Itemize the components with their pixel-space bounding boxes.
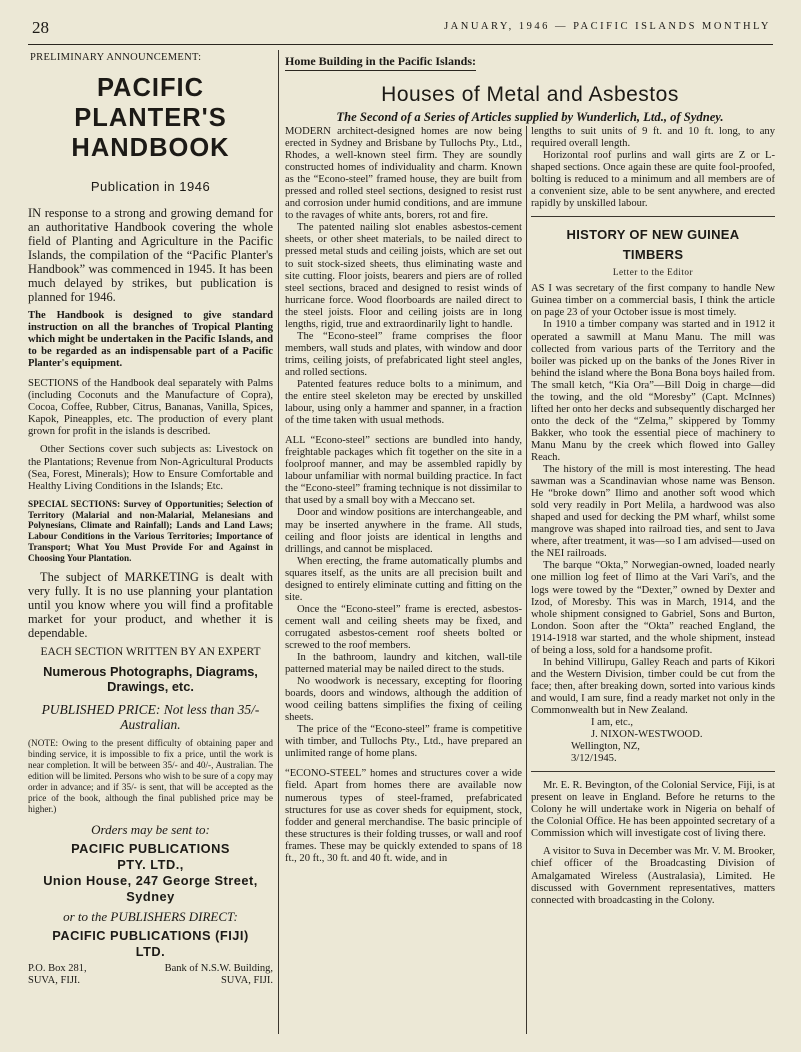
divider bbox=[531, 216, 775, 217]
letter-closing: I am, etc., bbox=[591, 717, 634, 729]
price-note: (NOTE: Owing to the present difficulty of obtaining paper and binding service, it is impossible to fix a price, until the work is near completion. It will be between 35/- and 40/-, Australian. The edition will be limited. Persons who wish to be sure of a copy may order in advance; and if 35/- is sent, that will be accepted as the price of the book, although the final published price may be higher.) bbox=[28, 738, 273, 814]
fiji-publisher-suffix: LTD. bbox=[135, 944, 166, 960]
letter-paragraph: The history of the mill is most interesting. The head sawman was a Scandinavian whose name was Benson. He “broke down” Ilimo and another soft wood which sold very readily in Port Melila, a hardwood was also shaped and used for decking the PM wharf, whilst some mangrove was shaped into railroad ties, and sent to Java where, after treatment, it was—so I am advised—used on the NEI railroads. bbox=[531, 464, 775, 560]
other-sections-paragraph: Other Sections cover such subjects as: Livestock on the Plantations; Revenue from Non-Agricultural Products (Sea, Forest, Minerals); How to Ensure Comfortable and Healthy Living Conditions in the Islands; Etc. bbox=[28, 444, 273, 492]
page-number: 28 bbox=[32, 18, 49, 37]
published-price: PUBLISHED PRICE: Not less than 35/- Australian. bbox=[41, 702, 260, 733]
announcement-label: PRELIMINARY ANNOUNCEMENT: bbox=[30, 52, 202, 63]
article-paragraph: No woodwork is necessary, excepting for flooring boards, doors and windows, although the addition of wood ceiling battens simplifies the fixing of ceiling sheets. bbox=[285, 676, 522, 724]
article-title: Houses of Metal and Asbestos bbox=[381, 83, 679, 106]
marketing-paragraph: The subject of MARKETING is dealt with very fully. It is no use planning your plantation until you know where you will find a profitable market for your product, and whether it is dependable. bbox=[28, 570, 273, 641]
article-paragraph: “ECONO-STEEL” homes and structures cover a wide field. Apart from homes there are available now numerous types of steel-framed, prefabricated structures for use as cover sheds for equipment, stock, fodder and general merchandise. The basic principle of these structures is their folding trusses, or wall and roof frames. These may be quickly extended to spans of 18 ft., 20 ft., 30 ft. and 40 ft. wide, and in bbox=[285, 768, 522, 864]
po-box: P.O. Box 281, bbox=[28, 963, 87, 975]
article-paragraph: When erecting, the frame automatically plumbs and squares itself, as the units are all precision built and designed to entirely eliminate cutting and fitting on the site. bbox=[285, 555, 522, 603]
bank-building: Bank of N.S.W. Building, bbox=[164, 963, 273, 975]
article-paragraph: The price of the “Econo-steel” frame is competitive with timber, and Tullochs Pty., Ltd., have prepared an unlimited range of home plans. bbox=[285, 724, 522, 760]
article-paragraph: The patented nailing slot enables asbestos-cement sheets, or other sheet materials, to be nailed direct to pressed metal studs and ceiling joists, which are set out to suit stock-sized sheets, thus eliminating waste and site cutting. Floor joists, bearers and piers are of rolled steel sections, braced and designed to resist winds of hurricane force. Wood floorboards are nailed direct to the steel joists. Floor and ceiling joists are in long lengths, rigid, true and extraordinarily light to handle. bbox=[285, 222, 522, 330]
letter-paragraph: In 1910 a timber company was started and in 1912 it operated a sawmill at Manu Manu. The mill was collected from various parts of the Territory and the boiler was picked up on the banks of the Jones River in behind the island where the Bona Bona boys hailed from. The small ketch, “Kia Ora”—Bill Doig in charge—did the towing, and the old “Moresby” (Capt. McInnes) lifted her onto her decks and subsequently discharged her onto the deck of the “Zelma,” skippered by Tommy Bakker, who took the essential piece of machinery to Manu Manu by the creek which flowed into Galley Reach. bbox=[531, 319, 775, 463]
intro-paragraph: IN response to a strong and growing demand for an authoritative Handbook covering the whole field of Planting and Agriculture in the Pacific Islands, the compilation of the “Pacific Planter's Handbook” was commenced in 1945. It has been much delayed by strikes, but publication is planned for 1946. bbox=[28, 206, 273, 304]
bank-building-city: SUVA, FIJI. bbox=[220, 975, 273, 987]
article-subtitle: The Second of a Series of Articles supplied by Wunderlich, Ltd., of Sydney. bbox=[336, 110, 724, 124]
sections-paragraph: SECTIONS of the Handbook deal separately with Palms (including Coconuts and the Manufacture of Copra), Cocoa, Coffee, Rubber, Citrus, Bananas, Vanilla, Spices, Kapok, Pineapples, etc. The production of every plant grown for profit in the islands is described. bbox=[28, 378, 273, 438]
publisher-address: Union House, 247 George Street, bbox=[43, 873, 258, 889]
running-title: JANUARY, 1946 — PACIFIC ISLANDS MONTHLY bbox=[444, 21, 771, 32]
letter-paragraph: The barque “Okta,” Norwegian-owned, loaded nearly one million log feet of Ilimo at the Vari Vari's, and the logs were towed by the “Dexter,” owned by Dexter and Izod, of Moresby. This was in March, 1914, and the whole shipment consigned to Gabriel, Sons and Burton, London. Soon after the “Okta” reached England, the 1914-1918 war started, and the whole shipment, instead of being a loss, sold for a handsome profit. bbox=[531, 560, 775, 656]
article-column bbox=[285, 126, 522, 1042]
expert-line: EACH SECTION WRITTEN BY AN EXPERT bbox=[40, 646, 261, 659]
letter-signature: J. NIXON-WESTWOOD. bbox=[591, 729, 703, 741]
news-note: A visitor to Suva in December was Mr. V. M. Brooker, chief officer of the Broadcasting Division of Amalgamated Wireless (Australasia), Limited. He discussed with Government representatives, matters connected with broadcasting in the Colony. bbox=[531, 846, 775, 906]
letter-title-line1: HISTORY OF NEW GUINEA bbox=[566, 227, 740, 243]
letter-place: Wellington, NZ, bbox=[571, 741, 640, 753]
handbook-title-line2: PLANTER'S bbox=[74, 104, 227, 132]
orders-line: Orders may be sent to: bbox=[91, 822, 210, 838]
article-paragraph: lengths to suit units of 9 ft. and 10 ft. long, to any required overall length. bbox=[531, 126, 775, 150]
special-sections-paragraph: SPECIAL SECTIONS: Survey of Opportunities; Selection of Territory (Malarial and non-Malarial, Melanesians and Polynesians, Climate and Rainfall); Lands and Land Laws; Labour Conditions in the Various Territories; Importance of Transport; What You Must Provide For and Against in Choosing Your Plantation. bbox=[28, 498, 273, 564]
letter-paragraph: AS I was secretary of the first company to handle New Guinea timber on a commercial basis, I think the article on page 23 of your October issue is most timely. bbox=[531, 283, 775, 319]
publisher-name: PACIFIC PUBLICATIONS bbox=[71, 841, 230, 857]
divider bbox=[531, 771, 775, 772]
running-header bbox=[30, 18, 771, 40]
handbook-announcement bbox=[28, 52, 273, 1042]
handbook-title-line3: HANDBOOK bbox=[71, 134, 230, 162]
publisher-suffix: PTY. LTD., bbox=[117, 857, 184, 873]
news-note: Mr. E. R. Bevington, of the Colonial Service, Fiji, is at present on leave in England. Before he returns to the Colony he will undertake work in Nigeria on behalf of the Colonial Office. He has been appointed secretary of a Commission which will investigate cost of living there. bbox=[531, 780, 775, 840]
publishers-direct-line: or to the PUBLISHERS DIRECT: bbox=[63, 909, 238, 925]
header-rule bbox=[28, 44, 773, 45]
section-label: Home Building in the Pacific Islands: bbox=[285, 54, 476, 71]
letter-paragraph: In behind Villirupu, Galley Reach and parts of Kikori and the Western Division, timber could be cut from the face; then, after breaking down, sorted into various kinds and would, I am sure, find a ready market not only in the Commonwealth but in New Zealand. bbox=[531, 656, 775, 716]
article-paragraph: MODERN architect-designed homes are now being erected in Sydney and Brisbane by Tullochs Pty., Ltd., Rhodes, a well-known steel firm. They are soundly constructed homes of individuality and charm. Known as the “Econo-steel” framed house, they are built from pressed and rolled steel sections, designed to resist rust and corrosion under humid conditions, and are immune to the ravages of white ants, borers, rot and fire. bbox=[285, 126, 522, 222]
article-paragraph: In the bathroom, laundry and kitchen, wall-tile patterned material may be nailed direct to the studs. bbox=[285, 652, 522, 676]
article-paragraph: ALL “Econo-steel” sections are bundled into handy, freightable packages which fit together on the site in a foolproof manner, and may be assembled rapidly by labour unfamiliar with normal building practice. In fact the “Econo-steel” framing technique is not dissimilar to that used by a small boy with a Meccano set. bbox=[285, 435, 522, 507]
fiji-address-block bbox=[28, 963, 273, 986]
letter-title-line2: TIMBERS bbox=[622, 247, 684, 263]
article-header bbox=[285, 52, 775, 125]
letter-label: Letter to the Editor bbox=[612, 267, 694, 278]
publisher-city: Sydney bbox=[126, 889, 175, 905]
letter-date: 3/12/1945. bbox=[571, 753, 617, 765]
designed-paragraph: The Handbook is designed to give standard instruction on all the branches of Tropical Planting which might be undertaken in the Pacific Islands, and to be regarded as an indispensable part of a Pacific Planter's equipment. bbox=[28, 310, 273, 370]
column-divider bbox=[278, 50, 279, 1034]
column-divider bbox=[526, 126, 527, 1034]
article-paragraph: Once the “Econo-steel” frame is erected, asbestos-cement wall and ceiling sheets may be fixed, and corrugated asbestos-cement roof sheets bolted or screwed to the roof members. bbox=[285, 603, 522, 651]
po-box-city: SUVA, FIJI. bbox=[28, 975, 81, 987]
publication-date: Publication in 1946 bbox=[90, 179, 211, 194]
fiji-publisher-name: PACIFIC PUBLICATIONS (FIJI) bbox=[52, 928, 249, 944]
article-paragraph: Patented features reduce bolts to a minimum, and the entire steel skeleton may be erected by unskilled labour, using only a hammer and spanner, in a fraction of the time taken with usual methods. bbox=[285, 378, 522, 427]
photos-line: Numerous Photographs, Diagrams, Drawings, etc. bbox=[43, 664, 258, 695]
article-paragraph: Horizontal roof purlins and wall girts are Z or L-shaped sections. Once again these are quite fool-proofed, bolting is reduced to a minimum and all members are of a convenient size, able to be sent anywhere, and erected rapidly by unskilled labour. bbox=[531, 150, 775, 210]
handbook-title-line1: PACIFIC bbox=[96, 74, 205, 102]
right-column bbox=[531, 126, 775, 1042]
article-paragraph: The “Econo-steel” frame comprises the floor members, wall studs and plates, with window and door trims, ceiling joists, of prefabricated light steel angles, and rolled sections. bbox=[285, 330, 522, 378]
article-paragraph: Door and window positions are interchangeable, and may be inserted anywhere in the frame. All studs, ceiling and floor joists are identical in lengths and drillings, and cannot be misplaced. bbox=[285, 507, 522, 555]
